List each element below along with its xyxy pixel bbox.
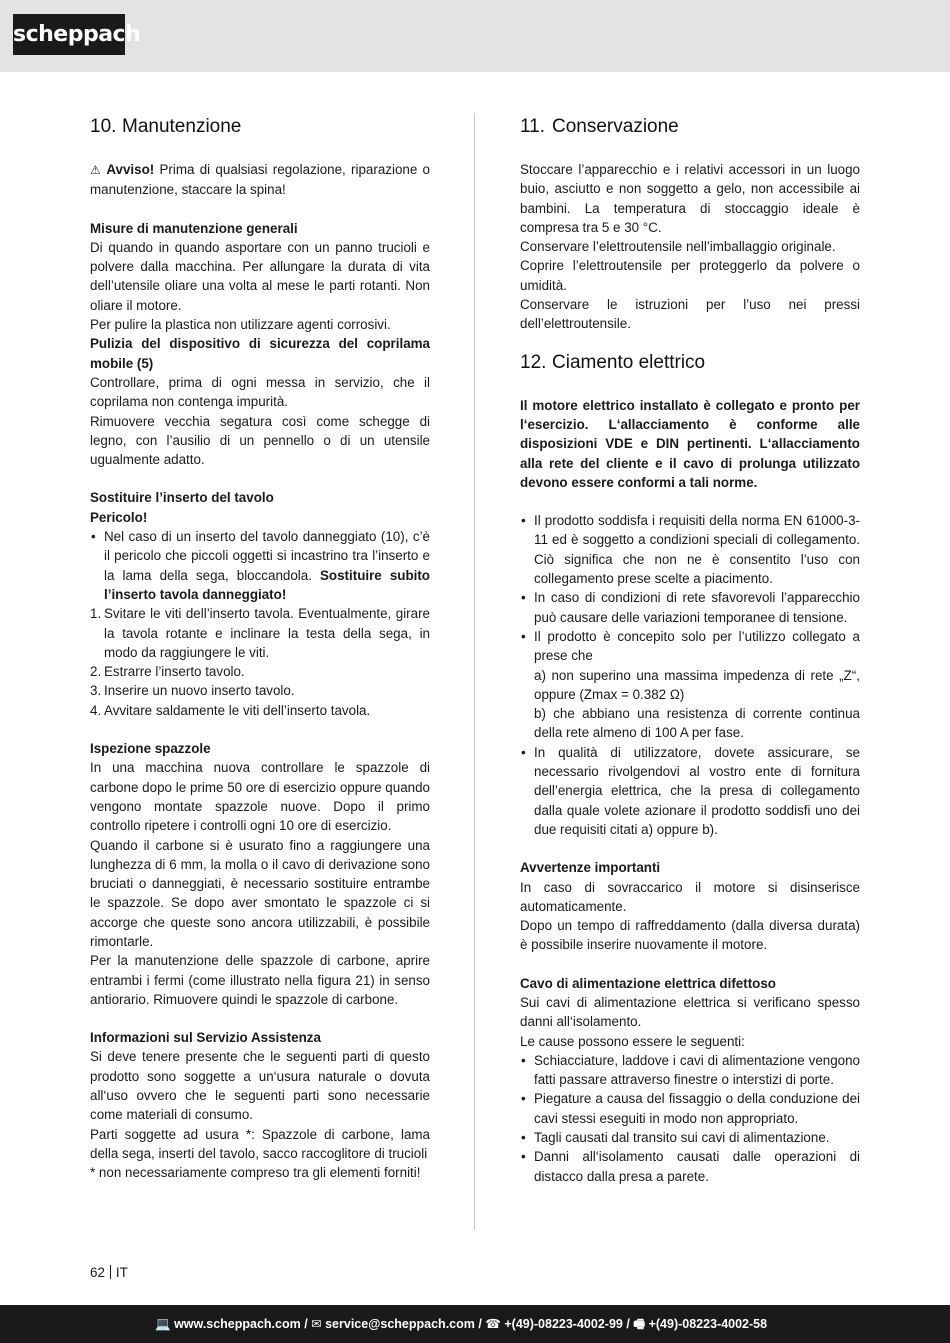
cleaning-text: Controllare, prima di ogni messa in servizio, che il coprilama non contenga impurità.	[90, 374, 430, 410]
list-item: 1. Svitare le viti dell’inserto tavola. Eventualmente, girare la tavola rotante e inclinare la testa della sega, in modo da raggiungere le viti.	[90, 606, 430, 660]
cleaning-text-2: Rimuovere vecchia segatura così come schegge di legno, con l’ausilio di un pennello o di un utensile ugualmente adatto.	[90, 413, 430, 468]
section-heading-maintenance: 10. Manutenzione	[90, 116, 242, 137]
envelope-icon: ✉	[311, 1316, 322, 1331]
storage-text-1: Stoccare l’apparecchio e i relativi accessori in un luogo buio, asciutto e non soggetto a gelo, non accessibile ai bambini. La temperatura di stoccaggio ideale è compresa tra 5 e 30 °C.	[520, 162, 860, 235]
service-text-3: * non necessariamente compreso tra gli elementi forniti!	[90, 1165, 421, 1181]
danger-label: Pericolo!	[90, 509, 148, 525]
storage-text-2: Conservare l’elettroutensile nell’imballaggio originale.	[520, 239, 836, 255]
warnings-text-2: Dopo un tempo di raffreddamento (dalla diversa durata) è possibile inserire nuovamente il motore.	[520, 918, 860, 953]
electrical-intro: Il motore elettrico installato è collegato e pronto per l‘esercizio. L‘allacciamento è conforme alle disposizioni VDE e DIN pertinenti. L‘allacciamento alla rete del cliente e il cavo di prolunga utilizzato devono essere conformi a tali norme.	[520, 397, 860, 490]
column-divider	[474, 113, 475, 1230]
warning-triangle-icon: ⚠	[90, 163, 103, 177]
cable-text-2: Le cause possono essere le seguenti:	[520, 1033, 745, 1049]
brush-text-1: In una macchina nuova controllare le spazzole di carbone dopo le prime 50 ore di esercizio oppure quando vengono montate spazzole nuove. Dopo il primo controllo ripetere i controlli ogni 10 ore di esercizio.	[90, 760, 430, 834]
list-item: • Il prodotto soddisfa i requisiti della norma EN 61000-3-11 ed è soggetto a condizioni speciali di collegamento. Ciò significa che non ne è consentito l’uso con collegamento prese scelte a piacimento.	[520, 511, 860, 588]
important-warnings-heading: Avvertenze importanti	[520, 860, 661, 876]
section-heading-electrical: 12. Ciamento elettrico	[520, 351, 706, 373]
brush-text-2: Quando il carbone si è usurato fino a raggiungere una lunghezza di 6 mm, la molla o il cavo di derivazione sono bruciati o danneggiati, è necessario sostituire entrambe le spazzole. Se dopo aver smontato le spazzole ci si accorge che queste sono ancora utilizzabili, è possibile rimontarle.	[90, 837, 430, 949]
website-link[interactable]: www.scheppach.com	[174, 1317, 301, 1331]
list-item: • Danni all‘isolamento causati dalle operazioni di distacco dalla presa a parete.	[520, 1147, 860, 1186]
cable-causes-list	[520, 1051, 860, 1186]
fax-number: +(49)-08223-4002-58	[648, 1317, 768, 1331]
left-column	[90, 114, 430, 1183]
electrical-requirements-list	[520, 511, 860, 839]
fax-icon: 🖷	[633, 1316, 646, 1331]
storage-text-3: Coprire l’elettroutensile per proteggerlo da polvere o umidità.	[520, 258, 860, 293]
phone-number: +(49)-08223-4002-99	[504, 1317, 623, 1331]
list-item: 2. Estrarre l’inserto tavolo.	[90, 664, 245, 680]
page-footer: 💻 www.scheppach.com / ✉ service@scheppach.com / ☎ +(49)-08223-4002-99 / 🖷 +(49)-08223-4002-58	[0, 1305, 950, 1343]
list-item: • Piegature a causa del fissaggio o della conduzione dei cavi stessi eseguiti in modo non appropriato.	[520, 1089, 860, 1128]
defective-cable-heading: Cavo di alimentazione elettrica difettoso	[520, 975, 776, 991]
page-header	[0, 0, 950, 72]
page-number: 62 IT	[90, 1265, 128, 1280]
telephone-icon: ☎	[485, 1316, 501, 1331]
general-maintenance-text: Di quando in quando asportare con un panno trucioli e polvere dalla macchina. Per allungare la durata di vita dell’utensile oliare una volta al mese le parti rotanti. Non oliare il motore.	[90, 239, 430, 313]
list-item: • Schiacciature, laddove i cavi di alimentazione vengono fatti passare attraverso finestre o interstizi di porte.	[520, 1051, 860, 1090]
list-item: • Tagli causati dal transito sui cavi di alimentazione.	[520, 1128, 860, 1147]
list-item: • In qualità di utilizzatore, dovete assicurare, se necessario rivolgendovi al vostro ente di fornitura dell’energia elettrica, che la presa di collegamento dalla quale volete azionare il prodotto soddisfi uno dei due requisiti citati a) oppure b).	[520, 743, 860, 839]
right-column	[520, 114, 860, 1186]
warnings-text-1: In caso di sovraccarico il motore si disinserisce automaticamente.	[520, 879, 860, 914]
general-maintenance-heading: Misure di manutenzione generali	[90, 220, 298, 236]
service-text-2: Parti soggette ad usura *: Spazzole di carbone, lama della sega, inserti del tavolo, sacco raccoglitore di trucioli	[90, 1126, 430, 1161]
cable-text-1: Sui cavi di alimentazione elettrica si verificano spesso danni all‘isolamento.	[520, 994, 860, 1030]
brush-inspection-heading: Ispezione spazzole	[90, 741, 211, 757]
list-item: 4. Avvitare saldamente le viti dell’inserto tavola.	[90, 702, 371, 718]
list-item: • Il prodotto è concepito solo per l’utilizzo collegato a prese che a) non superino una massima impedenza di rete „Z“, oppure (Zmax = 0.382 Ω) b) che abbiano una resistenza di corrente continua della rete almeno di 100 A per fase.	[520, 627, 860, 743]
cleaning-heading: Pulizia del dispositivo di sicurezza del coprilama mobile (5)	[90, 336, 430, 371]
insert-danger-list	[90, 527, 430, 604]
list-item: • Nel caso di un inserto del tavolo danneggiato (10), c’è il pericolo che piccoli oggetti si incastrino tra l’inserto e la lama della sega, bloccandola. Sostituire subito l’inserto tavola danneggiato!	[90, 527, 430, 604]
table-insert-heading: Sostituire l’inserto del tavolo	[90, 490, 274, 506]
list-item: • In caso di condizioni di rete sfavorevoli l’apparecchio può causare delle variazioni temporanee di tensione.	[520, 588, 860, 627]
service-info-heading: Informazioni sul Servizio Assistenza	[90, 1030, 321, 1046]
computer-icon: 💻	[155, 1316, 171, 1331]
brush-text-3: Per la manutenzione delle spazzole di carbone, aprire entrambi i fermi (come illustrato nella figura 21) in senso antiorario. Rimuovere quindi le spazzole di carbone.	[90, 953, 430, 1007]
email-link[interactable]: service@scheppach.com	[325, 1317, 475, 1331]
service-text-1: Si deve tenere presente che le seguenti parti di questo prodotto sono soggette a un‘usura naturale o dovuta all‘uso ovvero che le seguenti parti sono necessarie come materiali di consumo.	[90, 1049, 430, 1123]
list-item: 3. Inserire un nuovo inserto tavolo.	[90, 683, 295, 699]
section-heading-storage: 11. Conservazione	[520, 116, 679, 137]
warning-paragraph: ⚠ Avviso! Prima di qualsiasi regolazione, riparazione o manutenzione, staccare la spina!	[90, 162, 431, 198]
storage-text-4: Conservare le istruzioni per l’uso nei pressi dell’elettroutensile.	[520, 297, 860, 332]
scheppach-logo: scheppach	[13, 14, 125, 55]
general-maintenance-text-2: Per pulire la plastica non utilizzare agenti corrosivi.	[90, 317, 391, 333]
insert-steps-list	[90, 604, 430, 720]
